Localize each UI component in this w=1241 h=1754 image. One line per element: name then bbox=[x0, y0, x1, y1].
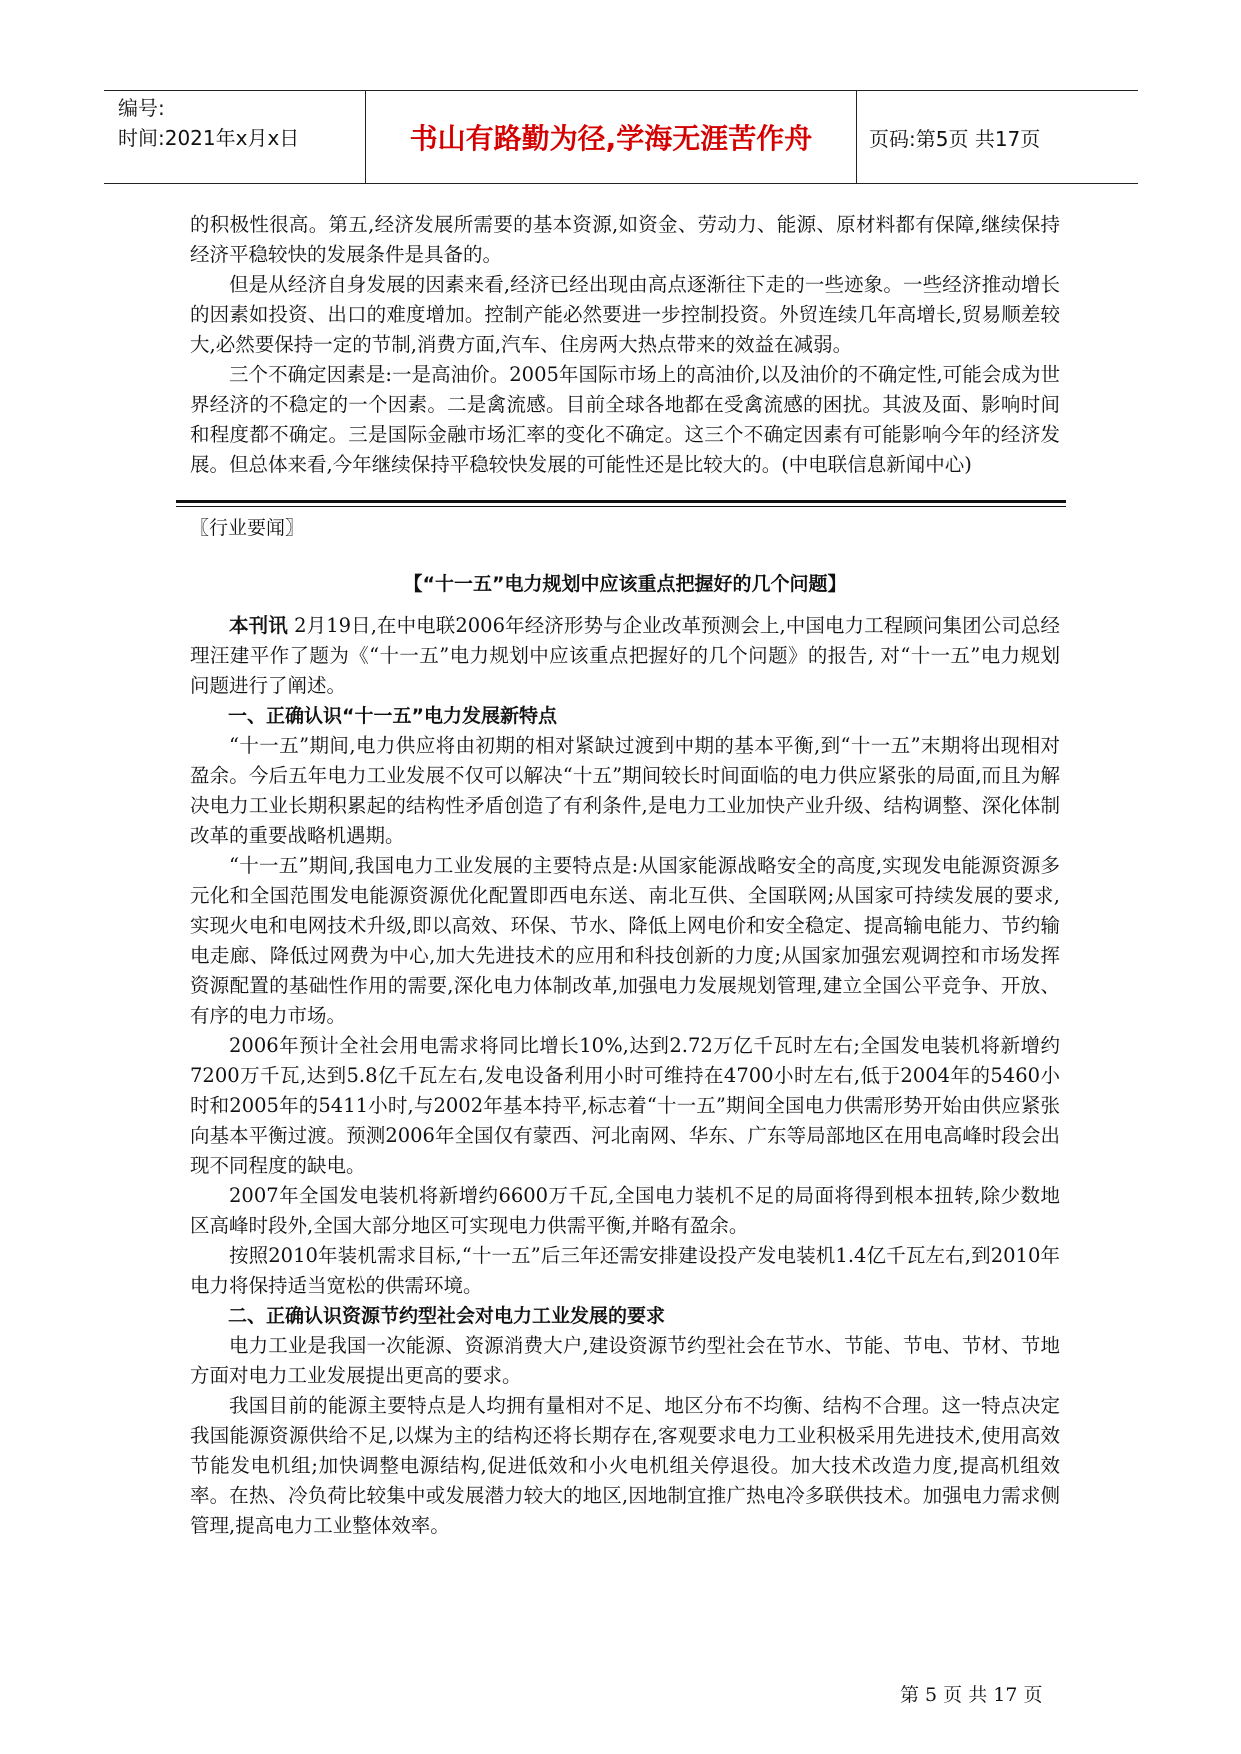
paragraph: “十一五”期间,电力供应将由初期的相对紧缺过渡到中期的基本平衡,到“十一五”末期将出现相对盈余。今后五年电力工业发展不仅可以解决“十五”期间较长时间面临的电力供应紧张的局面,而且为解决电力工业长期积累起的结构性矛盾创造了有利条件,是电力工业加快产业升级、结构调整、深化体制改革的重要战略机遇期。 bbox=[190, 734, 1060, 847]
paragraph: 2006年预计全社会用电需求将同比增长10%,达到2.72万亿千瓦时左右;全国发电装机将新增约7200万千瓦,达到5.8亿千瓦左右,发电设备利用小时可维持在4700小时左右,低于2004年的5460小时和2005年的5411小时,与2002年基本持平,标志着“十一五”期间全国电力供需形势开始由供应紧张向基本平衡过渡。预测2006年全国仅有蒙西、河北南网、华东、广东等局部地区在用电高峰时段会出现不同程度的缺电。 bbox=[190, 1034, 1060, 1177]
paragraph: 三个不确定因素是:一是高油价。2005年国际市场上的高油价,以及油价的不确定性,可能会成为世界经济的不稳定的一个因素。二是禽流感。目前全球各地都在受禽流感的困扰。其波及面、影响时间和程度都不确定。三是国际金融市场汇率的变化不确定。这三个不确定因素有可能影响今年的经济发展。但总体来看,今年继续保持平稳较快发展的可能性还是比较大的。(中电联信息新闻中心) bbox=[190, 363, 1060, 476]
paragraph: “十一五”期间,我国电力工业发展的主要特点是:从国家能源战略安全的高度,实现发电能源资源多元化和全国范围发电能源资源优化配置即西电东送、南北互供、全国联网;从国家可持续发展的要求,实现火电和电网技术升级,即以高效、环保、节水、降低上网电价和安全稳定、提高输电能力、节约输电走廊、降低过网费为中心,加大先进技术的应用和科技创新的力度;从国家加强宏观调控和市场发挥资源配置的基础性作用的需要,深化电力体制改革,加强电力发展规划管理,建立全国公平竞争、开放、有序的电力市场。 bbox=[190, 854, 1060, 1027]
section-heading-2: 二、正确认识资源节约型社会对电力工业发展的要求 bbox=[228, 1305, 666, 1327]
section-tag: 〖行业要闻〗 bbox=[190, 517, 305, 539]
header-motto-cell bbox=[366, 91, 857, 183]
divider-thick-line bbox=[176, 500, 1066, 503]
section-heading-1: 一、正确认识“十一五”电力发展新特点 bbox=[228, 705, 557, 727]
page-header bbox=[104, 90, 1138, 184]
serial-label: 编号: bbox=[118, 96, 165, 120]
paragraph: 电力工业是我国一次能源、资源消费大户,建设资源节约型社会在节水、节能、节电、节材、节地方面对电力工业发展提出更高的要求。 bbox=[190, 1334, 1060, 1387]
article-lead bbox=[190, 611, 1060, 701]
header-page-cell bbox=[857, 91, 1138, 183]
section-divider bbox=[176, 500, 1066, 507]
header-left-cell bbox=[104, 91, 366, 183]
paragraph: 我国目前的能源主要特点是人均拥有量相对不足、地区分布不均衡、结构不合理。这一特点决定我国能源资源供给不足,以煤为主的结构还将长期存在,客观要求电力工业积极采用先进技术,使用高效节能发电机组;加快调整电源结构,促进低效和小火电机组关停退役。加大技术改造力度,提高机组效率。在热、冷负荷比较集中或发展潜力较大的地区,因地制宜推广热电冷多联供技术。加强电力需求侧管理,提高电力工业整体效率。 bbox=[190, 1394, 1060, 1537]
motto: 书山有路勤为径,学海无涯苦作舟 bbox=[409, 122, 813, 155]
time-label: 时间:2021年x月x日 bbox=[118, 126, 300, 150]
paragraph: 但是从经济自身发展的因素来看,经济已经出现由高点逐渐往下走的一些迹象。一些经济推动增长的因素如投资、出口的难度增加。控制产能必然要进一步控制投资。外贸连续几年高增长,贸易顺差较大,必然要保持一定的节制,消费方面,汽车、住房两大热点带来的效益在减弱。 bbox=[190, 273, 1060, 356]
lead-text: 2月19日,在中电联2006年经济形势与企业改革预测会上,中国电力工程顾问集团公司总经理汪建平作了题为《“十一五”电力规划中应该重点把握好的几个问题》的报告, 对“十一五”电力规划问题进行了阐述。 bbox=[190, 614, 1060, 697]
document-body bbox=[190, 210, 1060, 1541]
divider-thin-line bbox=[176, 506, 1066, 507]
paragraph: 按照2010年装机需求目标,“十一五”后三年还需安排建设投产发电装机1.4亿千瓦左右,到2010年电力将保持适当宽松的供需环境。 bbox=[190, 1244, 1060, 1297]
lead-label: 本刊讯 bbox=[229, 614, 288, 637]
paragraph: 2007年全国发电装机将新增约6600万千瓦,全国电力装机不足的局面将得到根本扭转,除少数地区高峰时段外,全国大部分地区可实现电力供需平衡,并略有盈余。 bbox=[190, 1184, 1060, 1237]
page-info: 页码:第5页 共17页 bbox=[869, 126, 1041, 151]
page-footer: 第 5 页 共 17 页 bbox=[900, 1684, 1043, 1706]
article-title: 【“十一五”电力规划中应该重点把握好的几个问题】 bbox=[403, 573, 847, 595]
paragraph: 的积极性很高。第五,经济发展所需要的基本资源,如资金、劳动力、能源、原材料都有保障,继续保持经济平稳较快的发展条件是具备的。 bbox=[190, 213, 1060, 266]
